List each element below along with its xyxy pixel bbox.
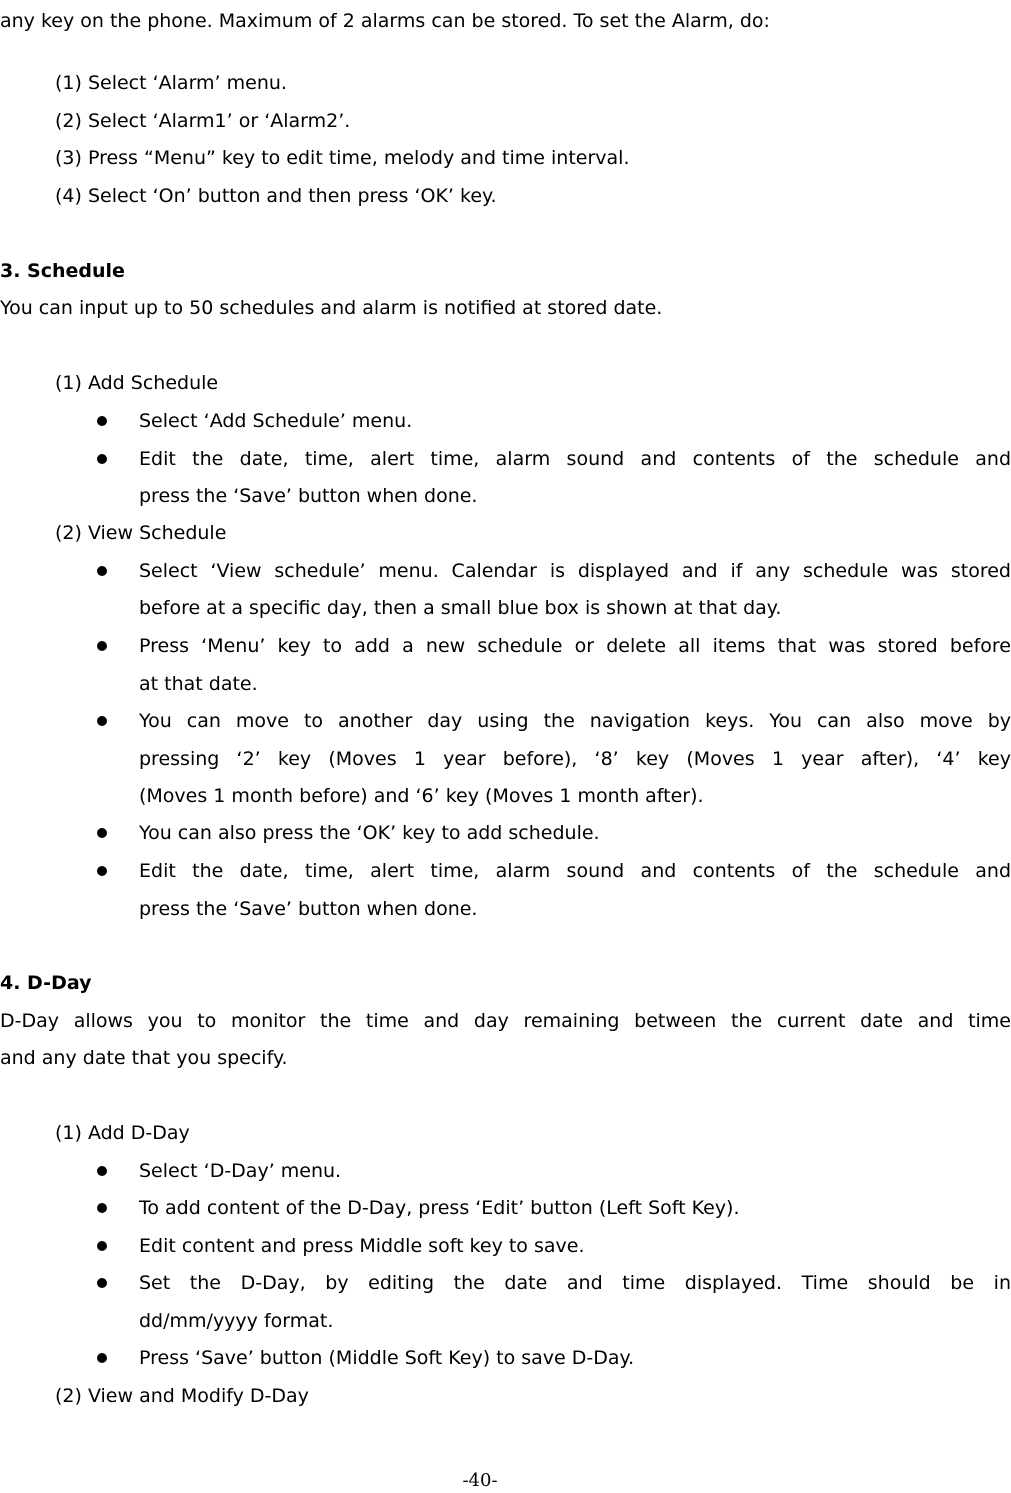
bullet-text: To add content of the D-Day, press ‘Edit’ button (Left Soft Key). <box>139 1197 740 1219</box>
subsection-title: (2) View and Modify D-Day <box>55 1385 309 1407</box>
bullet-text: Press ‘Save’ button (Middle Soft Key) to save D-Day. <box>139 1347 635 1369</box>
bullet-text: Edit the date, time, alert time, alarm sound and contents of the schedule and <box>139 448 1011 470</box>
alarm-step: (3) Press “Menu” key to edit time, melody and time interval. <box>55 147 630 169</box>
bullet-text-continuation: before at a specific day, then a small blue box is shown at that day. <box>139 597 782 619</box>
subsection-title: (2) View Schedule <box>55 522 227 544</box>
bullet-icon <box>97 716 107 726</box>
bullet-text-continuation: (Moves 1 month before) and ‘6’ key (Moves 1 month after). <box>139 785 704 807</box>
bullet-text-continuation: press the ‘Save’ button when done. <box>139 485 478 507</box>
bullet-text: Edit content and press Middle soft key to save. <box>139 1235 585 1257</box>
bullet-text: You can move to another day using the navigation keys. You can also move by <box>139 710 1011 732</box>
subsection-title: (1) Add Schedule <box>55 372 219 394</box>
bullet-icon <box>97 866 107 876</box>
bullet-text-continuation: dd/mm/yyyy format. <box>139 1310 334 1332</box>
bullet-icon <box>97 566 107 576</box>
bullet-icon <box>97 1278 107 1288</box>
bullet-icon <box>97 416 107 426</box>
bullet-icon <box>97 454 107 464</box>
bullet-text: Select ‘D-Day’ menu. <box>139 1160 342 1182</box>
alarm-step: (4) Select ‘On’ button and then press ‘OK’ key. <box>55 185 497 207</box>
bullet-text-continuation: pressing ‘2’ key (Moves 1 year before), ‘8’ key (Moves 1 year after), ‘4’ key <box>139 748 1011 770</box>
bullet-icon <box>97 828 107 838</box>
bullet-icon <box>97 1203 107 1213</box>
bullet-text: Edit the date, time, alert time, alarm sound and contents of the schedule and <box>139 860 1011 882</box>
bullet-icon <box>97 641 107 651</box>
section-description-continuation: and any date that you specify. <box>0 1047 288 1069</box>
bullet-text: You can also press the ‘OK’ key to add schedule. <box>139 822 600 844</box>
subsection-title: (1) Add D-Day <box>55 1122 190 1144</box>
bullet-icon <box>97 1166 107 1176</box>
bullet-text: Press ‘Menu’ key to add a new schedule or delete all items that was stored before <box>139 635 1011 657</box>
bullet-text: Select ‘View schedule’ menu. Calendar is displayed and if any schedule was stored <box>139 560 1011 582</box>
page-number: -40- <box>462 1470 498 1491</box>
bullet-text: Select ‘Add Schedule’ menu. <box>139 410 413 432</box>
alarm-step: (1) Select ‘Alarm’ menu. <box>55 72 287 94</box>
section-description: You can input up to 50 schedules and alarm is notified at stored date. <box>0 297 663 319</box>
alarm-step: (2) Select ‘Alarm1’ or ‘Alarm2’. <box>55 110 351 132</box>
section-heading-dday: 4. D-Day <box>0 972 92 994</box>
bullet-icon <box>97 1241 107 1251</box>
bullet-text-continuation: press the ‘Save’ button when done. <box>139 898 478 920</box>
intro-line: any key on the phone. Maximum of 2 alarms can be stored. To set the Alarm, do: <box>0 10 770 32</box>
section-description: D-Day allows you to monitor the time and day remaining between the current date and time <box>0 1010 1011 1032</box>
bullet-text-continuation: at that date. <box>139 673 258 695</box>
bullet-icon <box>97 1353 107 1363</box>
section-heading-schedule: 3. Schedule <box>0 260 125 282</box>
bullet-text: Set the D-Day, by editing the date and time displayed. Time should be in <box>139 1272 1011 1294</box>
